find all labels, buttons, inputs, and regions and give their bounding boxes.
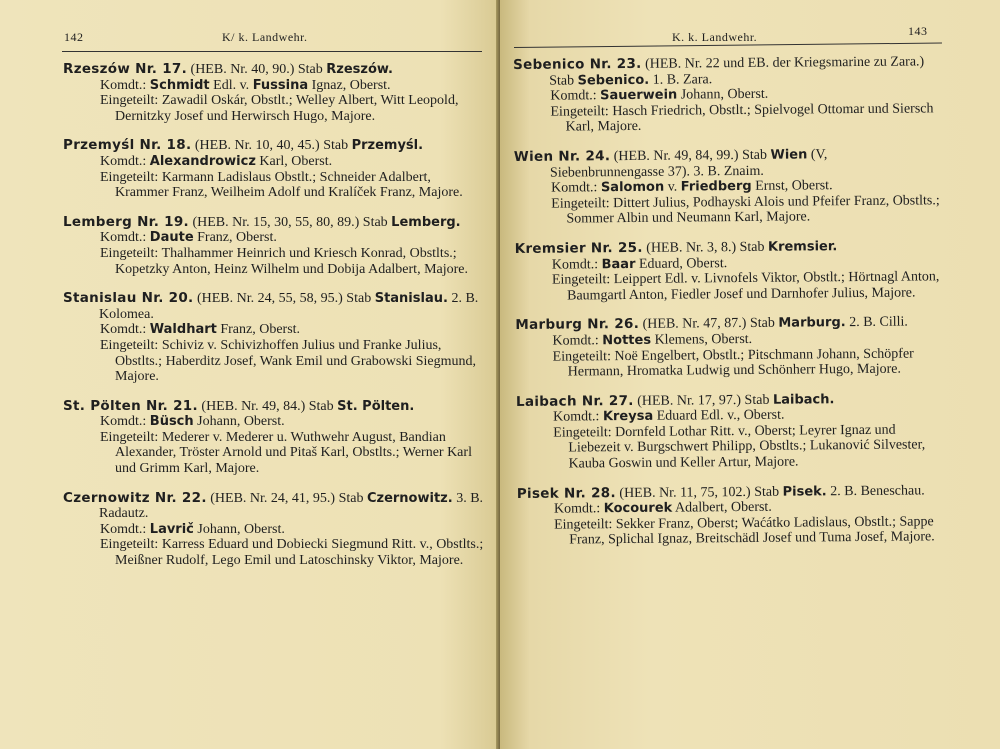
commander-name: Büsch (149, 414, 194, 430)
assigned-officers: Eingeteilt: Dittert Julius, Podhayski Alois und Pfeifer Franz, Obstlts.; Sommer Albin und Neumann Karl, Majore. (551, 193, 940, 227)
commander-label: Komdt.: (552, 333, 603, 349)
commander-detail: Karl, Oberst. (255, 153, 333, 169)
regiment-entry (515, 315, 946, 381)
commander-name-2: Fussina (252, 77, 309, 93)
commander-detail: Klemens, Oberst. (650, 331, 753, 348)
assigned-officers: Eingeteilt: Thalhammer Heinrich und Kriesch Konrad, Obstlts.; Kopetzky Anton, Heinz Wilhelm und Dobija Adalbert, Majore. (100, 245, 468, 277)
heb-info: (HEB. Nr. 22 und EB. der Kriegsmarine zu Zara.) Stab (549, 54, 925, 89)
stab-location: Laibach. (772, 391, 835, 408)
commander-detail: v. (664, 179, 681, 195)
entry-heading (514, 146, 944, 181)
stab-location: St. Pölten. (337, 398, 415, 414)
regiment-entry (63, 215, 486, 277)
left-column (63, 62, 486, 583)
commander-detail: Eduard, Oberst. (635, 255, 728, 272)
commander-detail: Edl. v. (209, 77, 253, 93)
commander-detail: Johann, Oberst. (677, 86, 769, 103)
right-page (500, 0, 1000, 749)
assigned-officers: Eingeteilt: Schiviz v. Schivizhoffen Julius und Franke Julius, Obstlts.; Haberditz Josef, Wank Emil und Grabowski Siegmund, Majore. (100, 337, 477, 385)
commander-line (63, 154, 486, 170)
heb-info: (HEB. Nr. 17, 97.) Stab (633, 392, 773, 409)
assigned-officers: Eingeteilt: Hasch Friedrich, Obstlt.; Spielvogel Ottomar und Siersch Karl, Majore. (550, 101, 934, 135)
commander-name: Nottes (602, 332, 652, 349)
assigned-officers: Eingeteilt: Karress Eduard und Dobiecki Siegmund Ritt. v., Obstlts.; Meißner Rudolf, Lego Emil und Latoschinsky Viktor, Majore. (100, 537, 484, 569)
commander-name-2: Friedberg (680, 179, 752, 195)
commander-line (63, 78, 486, 94)
entry-heading (63, 491, 486, 522)
stab-extra: 1. B. Zara. (649, 71, 713, 88)
commander-name: Waldhart (149, 322, 217, 338)
stab-extra: 3. B. Radautz. (99, 490, 484, 522)
commander-name: Schmidt (149, 77, 210, 93)
stab-location: Rzeszów. (326, 62, 393, 77)
regiment-name: Przemyśl Nr. 18. (63, 137, 192, 154)
commander-line (63, 522, 486, 538)
commander-label: Komdt.: (100, 230, 150, 246)
regiment-name: Laibach Nr. 27. (515, 392, 634, 410)
heb-info: (HEB. Nr. 24, 41, 95.) Stab (206, 490, 367, 506)
assigned-officers: Eingeteilt: Mederer v. Mederer u. Wuthwehr August, Bandian Alexander, Tröster Arnold und Pitaš Karl, Obstlts.; Werner Karl und Grimm Karl, Majore. (100, 429, 472, 477)
heb-info: (HEB. Nr. 47, 87.) Stab (639, 316, 779, 333)
regiment-entry (516, 391, 947, 473)
commander-name: Daute (149, 230, 194, 246)
regiment-entry (63, 399, 486, 477)
commander-label: Komdt.: (553, 501, 604, 517)
stab-location: Czernowitz. (366, 490, 453, 506)
regiment-entry (517, 483, 948, 549)
commander-label: Komdt.: (100, 77, 150, 93)
stab-location: Sebenico. (577, 72, 650, 89)
regiment-name: St. Pölten Nr. 21. (63, 397, 198, 414)
assigned-officers: Eingeteilt: Noë Engelbert, Obstlt.; Pitschmann Johann, Schöpfer Hermann, Hromatka Ludwig und Schönherr Hugo, Majore. (552, 346, 914, 380)
commander-label: Komdt.: (550, 88, 601, 104)
stab-extra: 2. B. Kolomea. (99, 291, 479, 322)
assigned-officers: Eingeteilt: Sekker Franz, Oberst; Waćátko Ladislaus, Obstlt.; Sappe Franz, Splichal Ignaz, Breitschädl Josef und Tuma Josef, Majore. (554, 514, 935, 548)
commander-name: Lavrič (149, 521, 194, 537)
entry-heading (63, 291, 486, 322)
commander-label: Komdt.: (100, 521, 150, 537)
assigned-officers: Eingeteilt: Zawadil Oskár, Obstlt.; Welley Albert, Witt Leopold, Dernitzky Josef und Herwirsch Hugo, Majore. (100, 93, 459, 124)
stab-location: Marburg. (778, 315, 846, 332)
running-title: K. k. Landwehr. (672, 30, 758, 44)
commander-detail-2: Ignaz, Oberst. (308, 77, 391, 93)
regiment-name: Wien Nr. 24. (513, 148, 611, 165)
regiment-entry (63, 138, 486, 200)
regiment-name: Rzeszów Nr. 17. (63, 61, 188, 77)
stab-extra: 2. B. Beneschau. (826, 483, 925, 499)
stab-location: Wien (770, 147, 808, 163)
regiment-name: Czernowitz Nr. 22. (63, 489, 207, 506)
commander-label: Komdt.: (100, 322, 150, 338)
stab-location: Pisek. (782, 483, 827, 500)
commander-label: Komdt.: (100, 153, 150, 169)
entry-heading (513, 54, 943, 89)
heb-info: (HEB. Nr. 10, 40, 45.) Stab (191, 138, 352, 154)
stab-extra: (V, Siebenbrunnengasse 37). 3. B. Znaim. (549, 147, 828, 181)
commander-name: Sauerwein (600, 87, 678, 104)
commander-detail: Franz, Oberst. (193, 230, 277, 246)
entry-heading (63, 138, 486, 154)
heb-info: (HEB. Nr. 24, 55, 58, 95.) Stab (193, 291, 375, 307)
commander-detail: Adalbert, Oberst. (672, 500, 772, 516)
commander-detail-2: Ernst, Oberst. (751, 178, 833, 195)
regiment-name: Lemberg Nr. 19. (63, 213, 189, 230)
regiment-entry (513, 54, 944, 136)
heb-info: (HEB. Nr. 11, 75, 102.) Stab (615, 484, 783, 501)
stab-extra: 2. B. Cilli. (845, 314, 908, 331)
entry-heading (63, 215, 486, 231)
regiment-name: Pisek Nr. 28. (516, 484, 616, 502)
commander-name: Kreysa (602, 409, 654, 425)
heb-info: (HEB. Nr. 40, 90.) Stab (187, 62, 327, 77)
entry-heading (63, 399, 486, 415)
right-column (513, 54, 947, 563)
commander-name: Baar (601, 256, 636, 272)
commander-detail: Franz, Oberst. (216, 322, 301, 338)
regiment-name: Marburg Nr. 26. (515, 316, 640, 334)
regiment-name: Sebenico Nr. 23. (512, 55, 642, 73)
commander-name: Alexandrowicz (149, 153, 256, 169)
running-title: K/ k. Landwehr. (222, 30, 308, 44)
commander-label: Komdt.: (551, 180, 601, 196)
stab-location: Przemyśl. (351, 138, 424, 154)
heb-info: (HEB. Nr. 15, 30, 55, 80, 89.) Stab (188, 214, 392, 230)
regiment-entry (63, 291, 486, 385)
header-rule (62, 51, 482, 52)
commander-detail: Johann, Oberst. (193, 414, 285, 430)
regiment-name: Kremsier Nr. 25. (514, 239, 643, 257)
commander-label: Komdt.: (553, 409, 603, 425)
regiment-entry (63, 491, 486, 569)
heb-info: (HEB. Nr. 49, 84, 99.) Stab (610, 147, 771, 165)
entry-heading (63, 62, 486, 78)
stab-location: Stanislau. (374, 291, 448, 307)
commander-line (63, 322, 486, 338)
regiment-entry (515, 238, 946, 304)
regiment-entry (63, 62, 486, 124)
commander-line (63, 414, 486, 430)
commander-label: Komdt.: (100, 414, 150, 430)
assigned-officers: Eingeteilt: Dornfeld Lothar Ritt. v., Oberst; Leyrer Ignaz und Liebezeit v. Burgschwert Philipp, Obstlts.; Lukanović Silvester, Kauba Goswin und Keller Artur, Majore. (553, 422, 926, 472)
assigned-officers: Eingeteilt: Karmann Ladislaus Obstlt.; Schneider Adalbert, Krammer Franz, Weilheim Adolf und Kralíček Franz, Majore. (100, 169, 463, 201)
regiment-entry (514, 146, 945, 228)
page-number: 142 (64, 30, 84, 44)
stab-location: Lemberg. (391, 214, 461, 230)
heb-info: (HEB. Nr. 49, 84.) Stab (197, 398, 338, 414)
commander-line (63, 230, 486, 246)
page-number: 143 (908, 24, 928, 38)
commander-label: Komdt.: (551, 256, 602, 273)
commander-detail: Eduard Edl. v., Oberst. (653, 407, 785, 425)
heb-info: (HEB. Nr. 3, 8.) Stab (642, 239, 769, 256)
assigned-officers: Eingeteilt: Leippert Edl. v. Livnofels Viktor, Obstlt.; Hörtnagl Anton, Baumgartl Anton, Fiedler Josef und Darnhofer Julius, Majore. (551, 269, 940, 304)
stab-location: Kremsier. (767, 239, 838, 255)
commander-name: Kocourek (603, 500, 673, 517)
commander-name: Salomon (600, 179, 665, 196)
commander-detail: Johann, Oberst. (193, 521, 285, 537)
regiment-name: Stanislau Nr. 20. (63, 290, 194, 307)
